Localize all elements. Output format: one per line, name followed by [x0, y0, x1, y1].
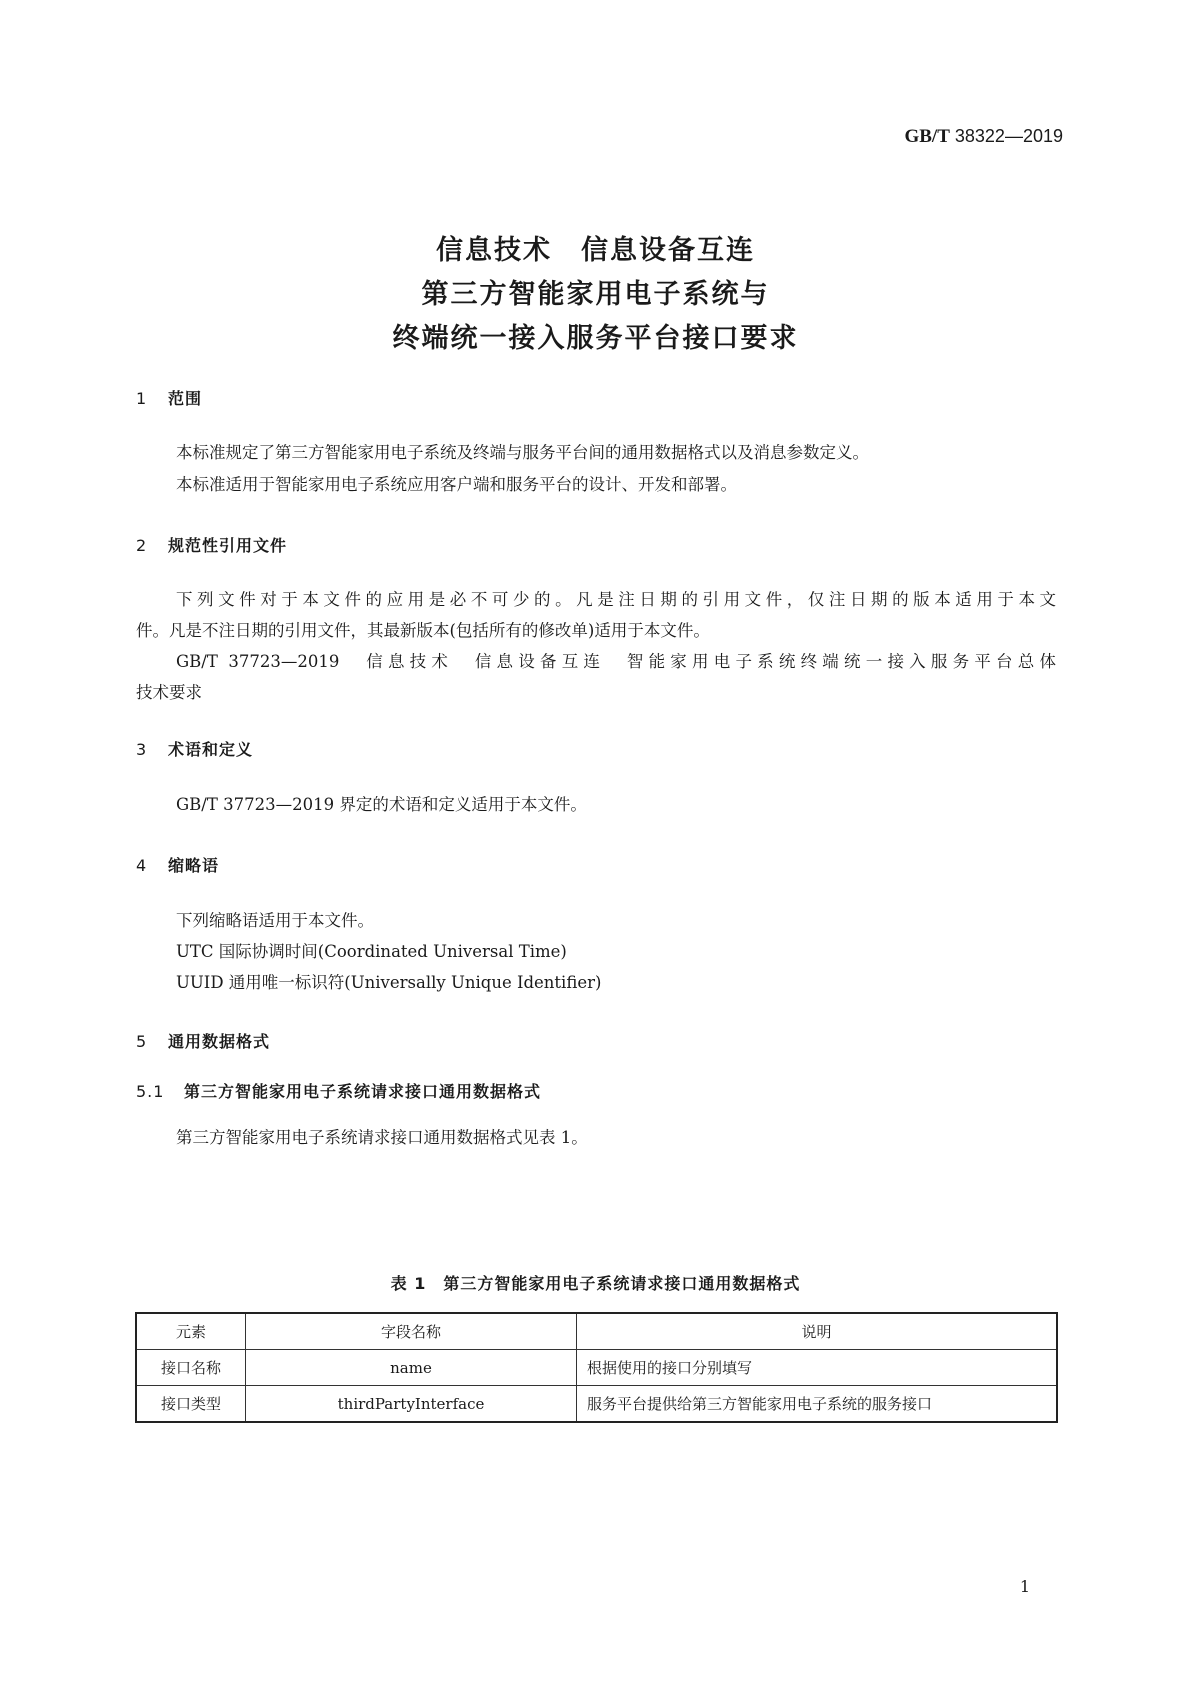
section-2-title: 规范性引用文件	[168, 536, 288, 555]
table-header-element: 元素	[136, 1313, 246, 1350]
section-1-heading	[136, 386, 202, 409]
section-5-heading	[136, 1029, 270, 1052]
table-cell-field-name: thirdPartyInterface	[246, 1386, 577, 1423]
section-4-heading	[136, 853, 219, 876]
section-4-title: 缩略语	[168, 856, 220, 875]
title-line-3: 终端统一接入服务平台接口要求	[392, 323, 799, 354]
section-2-paragraph-1-line-1: 下列文件对于本文件的应用是必不可少的。凡是注日期的引用文件，仅注日期的版本适用于本文	[176, 590, 1056, 609]
section-2-heading	[136, 533, 287, 556]
section-1-paragraph-1: 本标准规定了第三方智能家用电子系统及终端与服务平台间的通用数据格式以及消息参数定义。	[176, 443, 869, 462]
title-line-2: 第三方智能家用电子系统与	[421, 279, 770, 310]
section-2-reference-line-2: 技术要求	[136, 683, 202, 702]
table-row	[136, 1386, 1057, 1423]
section-5-1-heading	[136, 1079, 541, 1102]
table-header-row	[136, 1313, 1057, 1350]
table-cell-field-name: name	[246, 1350, 577, 1386]
table-cell-description: 服务平台提供给第三方智能家用电子系统的服务接口	[577, 1386, 1058, 1423]
standard-code-prefix: GB/T	[904, 126, 950, 147]
section-2-number: 2	[136, 536, 148, 555]
table-cell-element: 接口名称	[136, 1350, 246, 1386]
section-5-1-number: 5.1	[136, 1082, 165, 1101]
table-1	[135, 1312, 1058, 1423]
section-1-title: 范围	[168, 389, 203, 408]
section-3-heading	[136, 737, 253, 760]
section-4-paragraph-1: 下列缩略语适用于本文件。	[176, 911, 374, 930]
section-1-number: 1	[136, 389, 148, 408]
section-3-number: 3	[136, 740, 148, 759]
section-5-title: 通用数据格式	[168, 1032, 271, 1051]
title-line-1: 信息技术 信息设备互连	[436, 235, 755, 266]
table-header-description: 说明	[577, 1313, 1058, 1350]
section-2-paragraph-1-line-2: 件。凡是不注日期的引用文件，其最新版本(包括所有的修改单)适用于本文件。	[136, 621, 710, 640]
standard-code-number: 38322—2019	[954, 126, 1063, 146]
table-cell-element: 接口类型	[136, 1386, 246, 1423]
section-5-1-paragraph-1: 第三方智能家用电子系统请求接口通用数据格式见表 1。	[176, 1128, 588, 1147]
section-2-reference-line-1: GB/T 37723—2019 信息技术 信息设备互连 智能家用电子系统终端统一接入服务平台总体	[176, 652, 1056, 671]
section-1-paragraph-2: 本标准适用于智能家用电子系统应用客户端和服务平台的设计、开发和部署。	[176, 475, 737, 494]
section-4-number: 4	[136, 856, 148, 875]
abbreviation-utc: UTC 国际协调时间(Coordinated Universal Time)	[176, 942, 567, 961]
section-5-number: 5	[136, 1032, 148, 1051]
table-row	[136, 1350, 1057, 1386]
abbreviation-uuid: UUID 通用唯一标识符(Universally Unique Identifier)	[176, 973, 602, 992]
standard-code	[904, 126, 1063, 148]
table-header-field-name: 字段名称	[246, 1313, 577, 1350]
section-3-title: 术语和定义	[168, 740, 254, 759]
section-5-1-title: 第三方智能家用电子系统请求接口通用数据格式	[184, 1082, 542, 1101]
table-1-caption: 表 1 第三方智能家用电子系统请求接口通用数据格式	[390, 1274, 801, 1293]
page-number: 1	[1019, 1577, 1030, 1596]
section-3-paragraph-1: GB/T 37723—2019 界定的术语和定义适用于本文件。	[176, 795, 587, 814]
table-cell-description: 根据使用的接口分别填写	[577, 1350, 1058, 1386]
